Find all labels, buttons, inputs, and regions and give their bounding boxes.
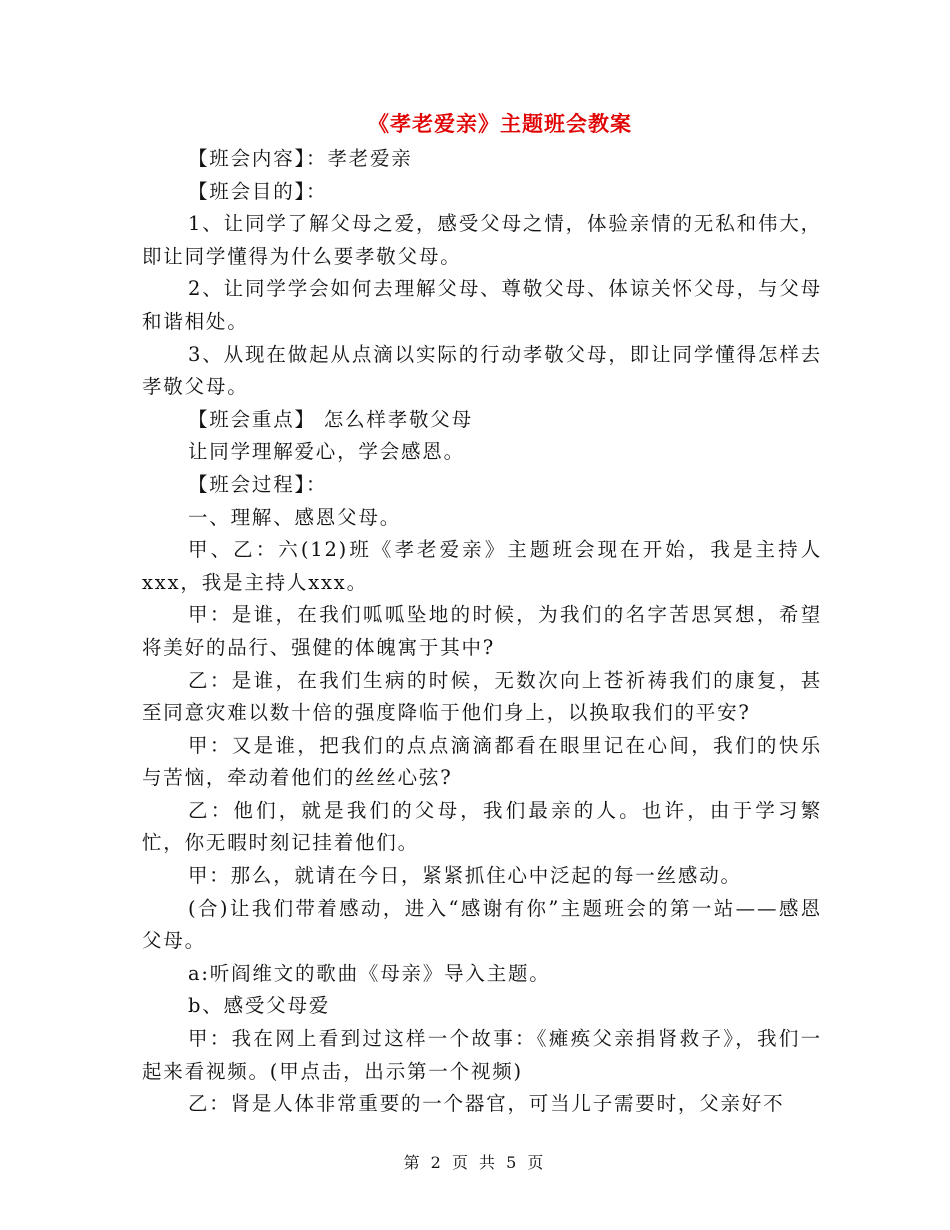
paragraph: 2、让同学学会如何去理解父母、尊敬父母、体谅关怀父母，与父母和谐相处。 (142, 277, 822, 333)
document-body (142, 143, 822, 1121)
paragraph: a:听阎维文的歌曲《母亲》导入主题。 (188, 961, 551, 985)
paragraph: b、感受父母爱 (188, 994, 331, 1018)
paragraph: 甲：又是谁，把我们的点点滴滴都看在眼里记在心间，我们的快乐与苦恼，牵动着他们的丝丝心弦? (142, 733, 822, 790)
paragraph: 甲：我在网上看到过这样一个故事：《瘫痪父亲捐肾救子》，我们一起来看视频。(甲点击，出示第一个视频) (142, 1027, 822, 1083)
paragraph: 一、理解、感恩父母。 (188, 505, 402, 529)
paragraph: 【班会目的】： (188, 179, 328, 203)
paragraph: 甲、乙：六(12)班《孝老爱亲》主题班会现在开始，我是主持人xxx，我是主持人xxx。 (142, 538, 822, 594)
document-title: 《孝老爱亲》主题班会教案 (368, 112, 632, 136)
paragraph: (合)让我们带着感动，进入“感谢有你”主题班会的第一站——感恩父母。 (142, 896, 822, 953)
paragraph: 乙：是谁，在我们生病的时候，无数次向上苍祈祷我们的康复，甚至同意灾难以数十倍的强度降临于他们身上，以换取我们的平安? (142, 668, 822, 725)
paragraph: 甲：是谁，在我们呱呱坠地的时候，为我们的名字苦思冥想，希望将美好的品行、强健的体魄寓于其中? (142, 603, 822, 659)
paragraph: 1、让同学了解父母之爱，感受父母之情，体验亲情的无私和伟大，即让同学懂得为什么要孝敬父母。 (142, 212, 822, 268)
paragraph: 乙：他们，就是我们的父母，我们最亲的人。也许，由于学习繁忙，你无暇时刻记挂着他们。 (142, 798, 822, 855)
paragraph: 甲：那么，就请在今日，紧紧抓住心中泛起的每一丝感动。 (188, 864, 742, 888)
paragraph: 乙：肾是人体非常重要的一个器官，可当儿子需要时，父亲好不 (188, 1092, 785, 1116)
paragraph: 【班会过程】： (188, 472, 328, 496)
paragraph: 【班会重点】 怎么样孝敬父母 (188, 407, 473, 431)
page-number: 第 2 页 共 5 页 (403, 1153, 547, 1172)
paragraph: 3、从现在做起从点滴以实际的行动孝敬父母，即让同学懂得怎样去孝敬父母。 (142, 342, 822, 399)
paragraph: 【班会内容】：孝老爱亲 (188, 147, 413, 170)
paragraph: 让同学理解爱心，学会感恩。 (188, 440, 465, 464)
